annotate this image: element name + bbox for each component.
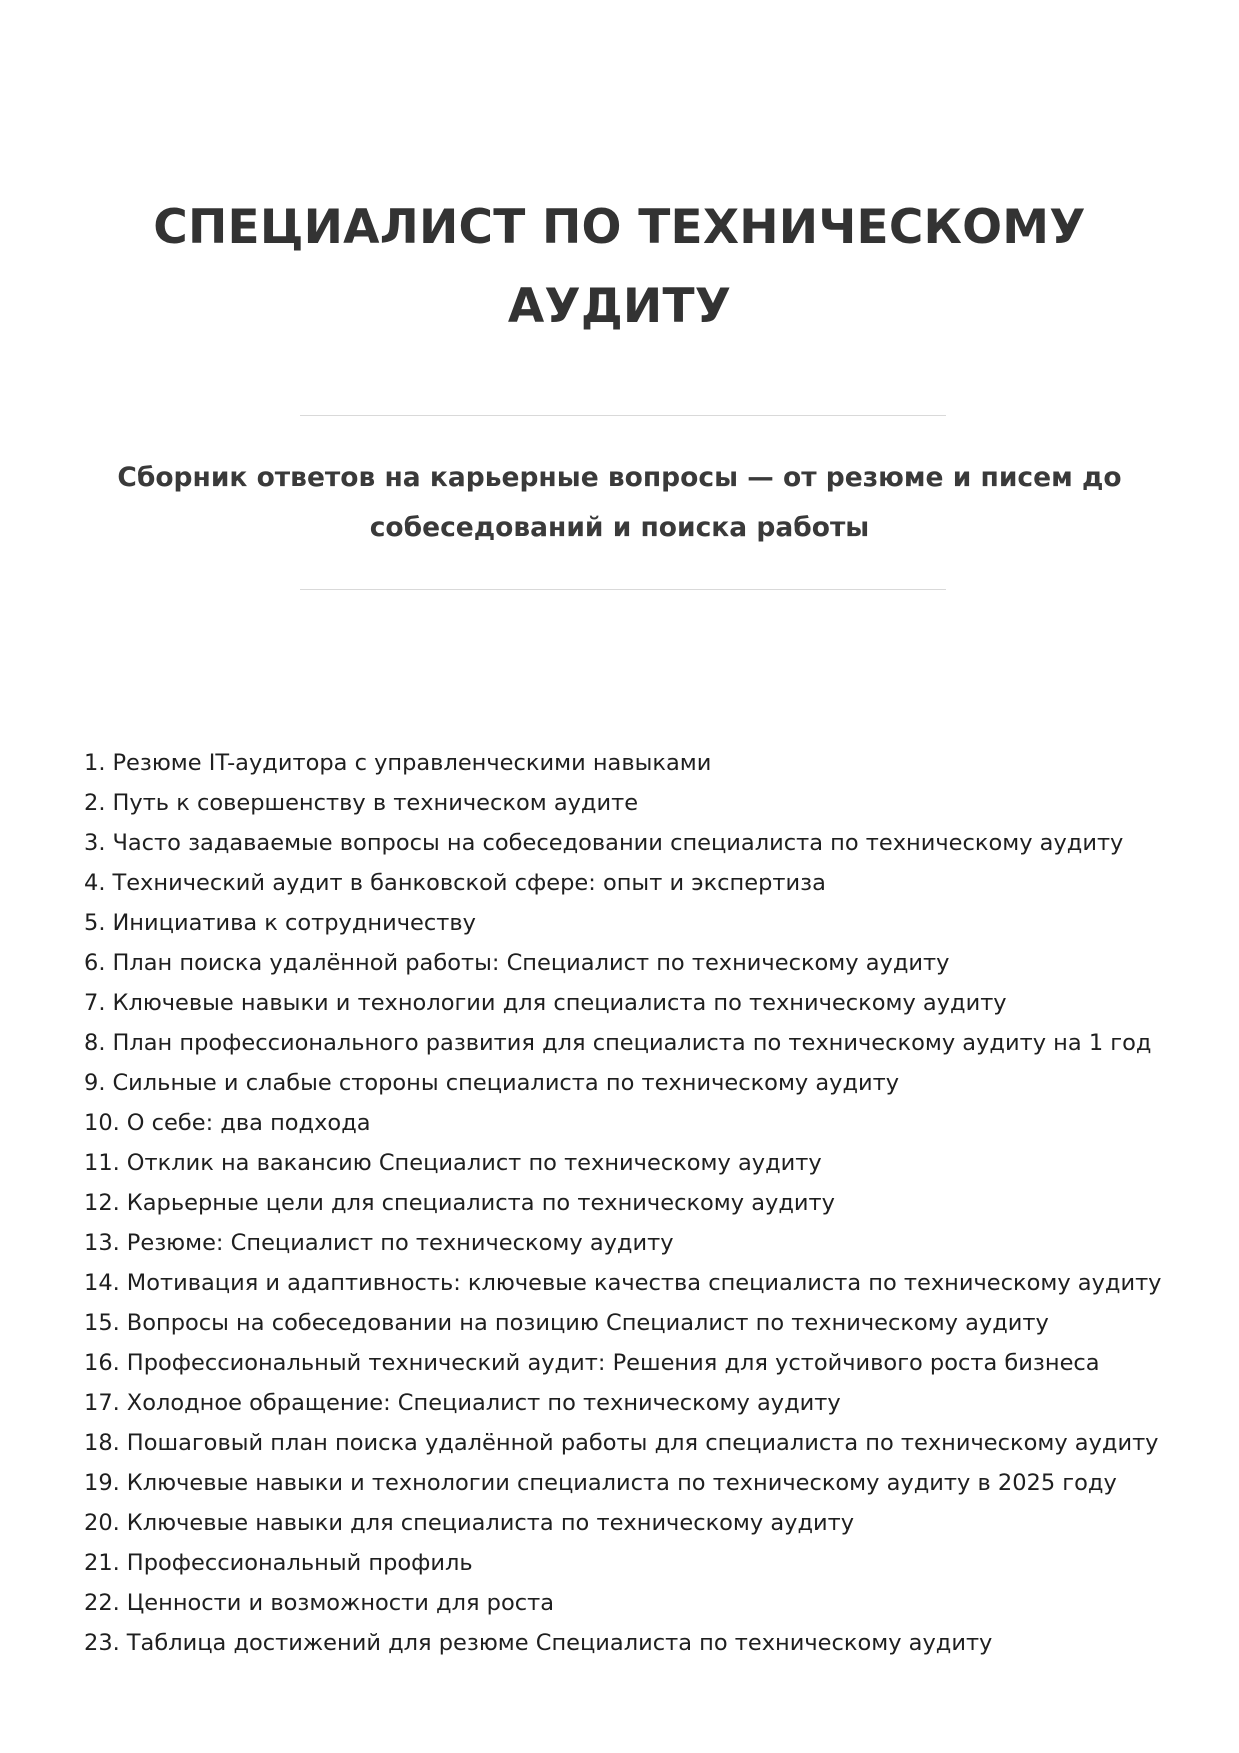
toc-item xyxy=(84,1103,1184,1143)
toc-item xyxy=(84,863,1184,903)
toc-item xyxy=(84,1143,1184,1183)
toc-item-number: 5. xyxy=(84,910,106,936)
document-subtitle: Сборник ответов на карьерные вопросы — от резюме и писем до собеседований и поиска работы xyxy=(117,462,1122,543)
toc-item-number: 7. xyxy=(84,990,106,1016)
toc-item xyxy=(84,1463,1184,1503)
toc-item xyxy=(84,1383,1184,1423)
toc-item-number: 12. xyxy=(84,1190,120,1216)
toc-item xyxy=(84,1023,1184,1063)
toc-item xyxy=(84,743,1184,783)
toc-item xyxy=(84,1303,1184,1343)
bottom-divider xyxy=(300,589,946,590)
toc-item-number: 13. xyxy=(84,1230,120,1256)
toc-item-number: 16. xyxy=(84,1350,120,1376)
toc-item-number: 22. xyxy=(84,1590,120,1616)
toc-item-text: Холодное обращение: Специалист по техническому аудиту xyxy=(126,1390,841,1416)
top-divider xyxy=(300,415,946,416)
toc-item-number: 15. xyxy=(84,1310,120,1336)
toc-item-text: Часто задаваемые вопросы на собеседовании специалиста по техническому аудиту xyxy=(112,830,1124,856)
toc-item xyxy=(84,1343,1184,1383)
toc-item-text: Резюме: Специалист по техническому аудиту xyxy=(126,1230,674,1256)
toc-item xyxy=(84,1183,1184,1223)
toc-item xyxy=(84,823,1184,863)
toc-item xyxy=(84,1583,1184,1623)
toc-item-number: 1. xyxy=(84,750,106,776)
toc-item-text: Технический аудит в банковской сфере: опыт и экспертиза xyxy=(112,870,826,896)
toc-item-number: 18. xyxy=(84,1430,120,1456)
toc-item-number: 2. xyxy=(84,790,106,816)
toc-item-number: 10. xyxy=(84,1110,120,1136)
toc-item-number: 20. xyxy=(84,1510,120,1536)
toc-item-number: 19. xyxy=(84,1470,120,1496)
toc-item-number: 21. xyxy=(84,1550,120,1576)
toc-item xyxy=(84,1063,1184,1103)
toc-item xyxy=(84,983,1184,1023)
toc-item xyxy=(84,1503,1184,1543)
toc-item-text: Ключевые навыки и технологии для специалиста по техническому аудиту xyxy=(112,990,1007,1016)
toc-item-text: Путь к совершенству в техническом аудите xyxy=(112,790,639,816)
toc-item-number: 8. xyxy=(84,1030,106,1056)
toc-item-text: Ключевые навыки для специалиста по техническому аудиту xyxy=(126,1510,855,1536)
toc-item-number: 3. xyxy=(84,830,106,856)
toc-item xyxy=(84,1623,1184,1663)
toc-item-number: 17. xyxy=(84,1390,120,1416)
toc-item-text: План поиска удалённой работы: Специалист по техническому аудиту xyxy=(112,950,950,976)
toc-item-number: 11. xyxy=(84,1150,120,1176)
toc-item-text: Резюме IT-аудитора с управленческими навыками xyxy=(112,750,712,776)
toc-item-text: Сильные и слабые стороны специалиста по техническому аудиту xyxy=(112,1070,900,1096)
table-of-contents xyxy=(84,743,1184,1663)
toc-item-text: Ценности и возможности для роста xyxy=(126,1590,554,1616)
toc-item-text: Таблица достижений для резюме Специалиста по техническому аудиту xyxy=(126,1630,993,1656)
toc-item-text: Инициатива к сотрудничеству xyxy=(112,910,476,936)
toc-item-text: План профессионального развития для специалиста по техническому аудиту на 1 год xyxy=(112,1030,1152,1056)
toc-item-text: Ключевые навыки и технологии специалиста по техническому аудиту в 2025 году xyxy=(126,1470,1117,1496)
toc-item-number: 9. xyxy=(84,1070,106,1096)
toc-item xyxy=(84,903,1184,943)
toc-item-text: Отклик на вакансию Специалист по техническому аудиту xyxy=(126,1150,822,1176)
toc-item-text: Карьерные цели для специалиста по техническому аудиту xyxy=(126,1190,835,1216)
toc-item-text: Профессиональный технический аудит: Решения для устойчивого роста бизнеса xyxy=(126,1350,1100,1376)
toc-item xyxy=(84,1263,1184,1303)
toc-item-number: 4. xyxy=(84,870,106,896)
toc-item-number: 6. xyxy=(84,950,106,976)
toc-item-text: Пошаговый план поиска удалённой работы для специалиста по техническому аудиту xyxy=(126,1430,1159,1456)
toc-item xyxy=(84,943,1184,983)
toc-item xyxy=(84,783,1184,823)
toc-item-number: 23. xyxy=(84,1630,120,1656)
toc-item-text: Профессиональный профиль xyxy=(126,1550,473,1576)
toc-item xyxy=(84,1543,1184,1583)
toc-item xyxy=(84,1423,1184,1463)
toc-item-number: 14. xyxy=(84,1270,120,1296)
toc-item-text: Вопросы на собеседовании на позицию Специалист по техническому аудиту xyxy=(126,1310,1049,1336)
toc-item xyxy=(84,1223,1184,1263)
toc-item-text: Мотивация и адаптивность: ключевые качества специалиста по техническому аудиту xyxy=(126,1270,1162,1296)
toc-item-text: О себе: два подхода xyxy=(126,1110,371,1136)
document-title: СПЕЦИАЛИСТ ПО ТЕХНИЧЕСКОМУ АУДИТУ xyxy=(153,200,1086,334)
